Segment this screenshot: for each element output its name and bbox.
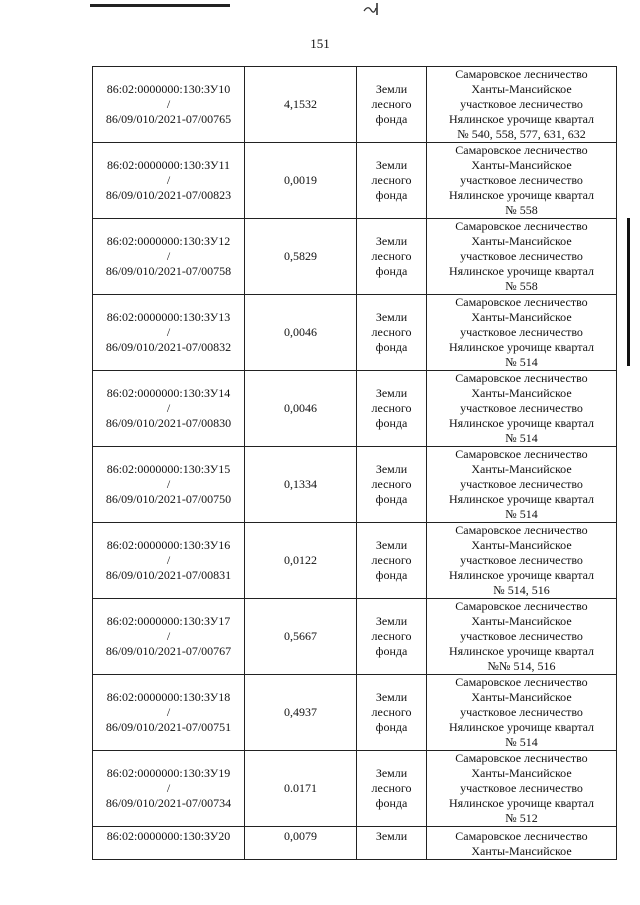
separator-slash: / (166, 173, 171, 187)
location-cell (427, 675, 617, 751)
location-line: участковое лесничество (460, 705, 583, 719)
location-line: № 514, 516 (493, 583, 550, 597)
location-line: Самаровское лесничество (455, 447, 588, 461)
location-line: № 514 (505, 735, 538, 749)
location-cell (427, 599, 617, 675)
location-line: Нялинское урочище квартал (448, 264, 595, 278)
registration-number: 86/09/010/2021-07/00767 (105, 644, 232, 658)
location-cell (427, 751, 617, 827)
location-line: участковое лесничество (460, 401, 583, 415)
location-line: Нялинское урочище квартал (448, 568, 595, 582)
cadastral-cell (93, 219, 245, 295)
location-line: Ханты-Мансийское (471, 386, 572, 400)
location-line: Ханты-Мансийское (471, 310, 572, 324)
separator-slash: / (166, 325, 171, 339)
cadastral-cell (93, 143, 245, 219)
header-rule (90, 4, 230, 7)
location-line: №№ 514, 516 (487, 659, 556, 673)
location-line: участковое лесничество (460, 477, 583, 491)
table-row (93, 827, 617, 860)
table-body (93, 67, 617, 860)
page-number: 151 (310, 36, 330, 51)
area-cell: 0,0019 (245, 143, 357, 219)
location-line: № 514 (505, 355, 538, 369)
location-line: Самаровское лесничество (455, 523, 588, 537)
location-line: участковое лесничество (460, 781, 583, 795)
table-row (93, 219, 617, 295)
location-cell (427, 143, 617, 219)
area-cell: 0,0122 (245, 523, 357, 599)
location-line: Самаровское лесничество (455, 219, 588, 233)
cadastral-cell (93, 295, 245, 371)
scan-mark-icon (362, 2, 382, 16)
separator-slash: / (166, 97, 171, 111)
location-cell (427, 371, 617, 447)
location-line: Самаровское лесничество (455, 829, 588, 843)
table-row (93, 675, 617, 751)
registration-number: 86/09/010/2021-07/00758 (105, 264, 232, 278)
registration-number: 86/09/010/2021-07/00734 (105, 796, 232, 810)
separator-slash: / (166, 477, 171, 491)
table-row (93, 295, 617, 371)
location-line: Ханты-Мансийское (471, 462, 572, 476)
location-line: Самаровское лесничество (455, 599, 588, 613)
area-cell: 0,5829 (245, 219, 357, 295)
location-line: Самаровское лесничество (455, 67, 588, 81)
location-cell (427, 523, 617, 599)
table-row (93, 751, 617, 827)
table-row (93, 371, 617, 447)
cadastral-cell (93, 599, 245, 675)
area-cell: 0,4937 (245, 675, 357, 751)
separator-slash: / (166, 553, 171, 567)
registration-number: 86/09/010/2021-07/00750 (105, 492, 232, 506)
cadastral-number: 86:02:0000000:130:ЗУ10 (106, 82, 231, 96)
location-line: № 540, 558, 577, 631, 632 (457, 127, 586, 141)
location-line: участковое лесничество (460, 629, 583, 643)
location-line: № 512 (505, 811, 538, 825)
registration-number: 86/09/010/2021-07/00751 (105, 720, 232, 734)
location-line: участковое лесничество (460, 249, 583, 263)
location-line: Самаровское лесничество (455, 675, 588, 689)
location-line: участковое лесничество (460, 553, 583, 567)
location-cell (427, 827, 617, 860)
cadastral-number: 86:02:0000000:130:ЗУ13 (106, 310, 231, 324)
cadastral-cell (93, 827, 245, 860)
table-row (93, 447, 617, 523)
location-line: Ханты-Мансийское (471, 690, 572, 704)
location-line: Ханты-Мансийское (471, 538, 572, 552)
cadastral-number: 86:02:0000000:130:ЗУ19 (106, 766, 231, 780)
location-line: Ханты-Мансийское (471, 614, 572, 628)
cadastral-number: 86:02:0000000:130:ЗУ15 (106, 462, 231, 476)
table-row (93, 599, 617, 675)
location-line: Ханты-Мансийское (471, 82, 572, 96)
cadastral-number: 86:02:0000000:130:ЗУ20 (106, 829, 231, 843)
location-line: № 558 (505, 279, 538, 293)
location-line: Самаровское лесничество (455, 295, 588, 309)
area-cell: 0,5667 (245, 599, 357, 675)
location-line: Нялинское урочище квартал (448, 796, 595, 810)
cadastral-number: 86:02:0000000:130:ЗУ11 (106, 158, 231, 172)
location-line: Ханты-Мансийское (471, 158, 572, 172)
area-cell: 0,0046 (245, 371, 357, 447)
cadastral-cell (93, 523, 245, 599)
location-line: Нялинское урочище квартал (448, 416, 595, 430)
table-row (93, 67, 617, 143)
location-line: Самаровское лесничество (455, 143, 588, 157)
location-line: Нялинское урочище квартал (448, 112, 595, 126)
location-cell (427, 295, 617, 371)
cadastral-cell (93, 371, 245, 447)
area-cell: 0,1334 (245, 447, 357, 523)
registration-number: 86/09/010/2021-07/00830 (105, 416, 232, 430)
separator-slash: / (166, 629, 171, 643)
category-cell: Земли лесного фонда (357, 447, 427, 523)
location-line: Нялинское урочище квартал (448, 340, 595, 354)
location-line: Самаровское лесничество (455, 751, 588, 765)
location-line: Самаровское лесничество (455, 371, 588, 385)
location-line: Ханты-Мансийское (471, 234, 572, 248)
table-row (93, 143, 617, 219)
location-line: № 558 (505, 203, 538, 217)
cadastral-cell (93, 675, 245, 751)
category-cell: Земли лесного фонда (357, 67, 427, 143)
location-line: участковое лесничество (460, 97, 583, 111)
category-cell: Земли лесного фонда (357, 143, 427, 219)
category-cell: Земли лесного фонда (357, 751, 427, 827)
category-cell: Земли лесного фонда (357, 219, 427, 295)
separator-slash: / (166, 401, 171, 415)
location-line: № 514 (505, 507, 538, 521)
area-cell: 0.0171 (245, 751, 357, 827)
location-line: участковое лесничество (460, 325, 583, 339)
registration-number: 86/09/010/2021-07/00831 (105, 568, 232, 582)
cadastral-cell (93, 751, 245, 827)
category-cell: Земли лесного фонда (357, 295, 427, 371)
location-line: участковое лесничество (460, 173, 583, 187)
category-cell: Земли лесного фонда (357, 371, 427, 447)
cadastral-number: 86:02:0000000:130:ЗУ12 (106, 234, 231, 248)
location-line: Нялинское урочище квартал (448, 644, 595, 658)
category-cell: Земли лесного фонда (357, 599, 427, 675)
location-line: Нялинское урочище квартал (448, 188, 595, 202)
category-cell: Земли лесного фонда (357, 523, 427, 599)
cadastral-number: 86:02:0000000:130:ЗУ14 (106, 386, 231, 400)
area-cell: 0,0046 (245, 295, 357, 371)
cadastral-cell (93, 67, 245, 143)
category-cell: Земли лесного фонда (357, 675, 427, 751)
cadastral-number: 86:02:0000000:130:ЗУ17 (106, 614, 231, 628)
area-cell: 4,1532 (245, 67, 357, 143)
location-line: № 514 (505, 431, 538, 445)
location-line: Ханты-Мансийское (471, 844, 572, 858)
location-line: Нялинское урочище квартал (448, 720, 595, 734)
location-line: Ханты-Мансийское (471, 766, 572, 780)
registration-number: 86/09/010/2021-07/00832 (105, 340, 232, 354)
margin-bar (627, 218, 630, 366)
registration-number: 86/09/010/2021-07/00765 (105, 112, 232, 126)
cadastral-number: 86:02:0000000:130:ЗУ18 (106, 690, 231, 704)
cadastral-cell (93, 447, 245, 523)
table-row (93, 523, 617, 599)
separator-slash: / (166, 705, 171, 719)
location-line: Нялинское урочище квартал (448, 492, 595, 506)
location-cell (427, 447, 617, 523)
location-cell (427, 219, 617, 295)
category-cell: Земли (357, 827, 427, 860)
land-plots-table (92, 66, 617, 860)
area-cell: 0,0079 (245, 827, 357, 860)
cadastral-number: 86:02:0000000:130:ЗУ16 (106, 538, 231, 552)
separator-slash: / (166, 249, 171, 263)
separator-slash: / (166, 781, 171, 795)
registration-number: 86/09/010/2021-07/00823 (105, 188, 232, 202)
location-cell (427, 67, 617, 143)
